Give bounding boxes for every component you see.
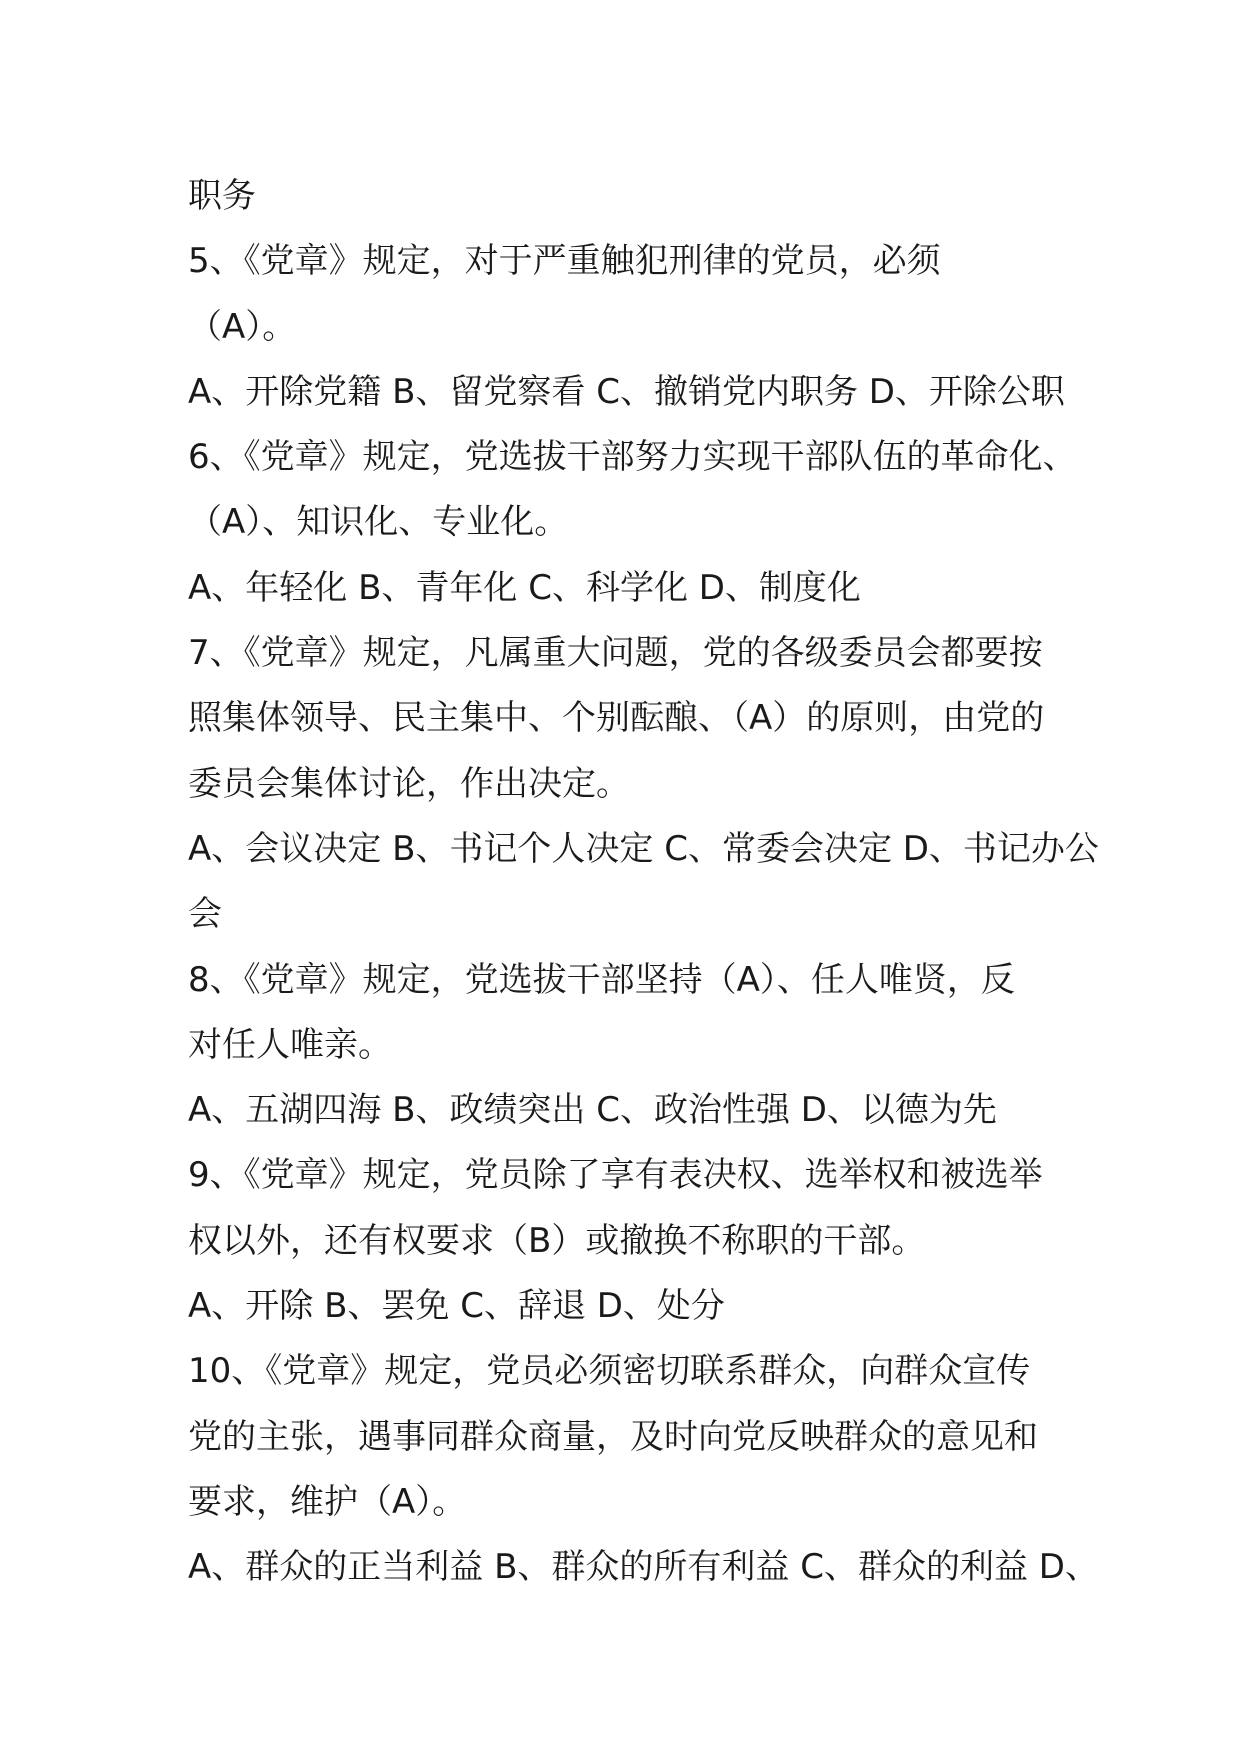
question-9-stem-cont: 权以外，还有权要求（B）或撤换不称职的干部。 bbox=[188, 1220, 926, 1261]
question-6-options: A、年轻化 B、青年化 C、科学化 D、制度化 bbox=[188, 567, 861, 608]
question-5-stem: 5、《党章》规定，对于严重触犯刑律的党员，必须 bbox=[188, 241, 941, 282]
question-6-stem-cont: （A）、知识化、专业化。 bbox=[188, 502, 569, 543]
question-8-stem-cont: 对任人唯亲。 bbox=[188, 1024, 392, 1065]
question-8-options: A、五湖四海 B、政绩突出 C、政治性强 D、以德为先 bbox=[188, 1090, 997, 1131]
question-6-stem: 6、《党章》规定，党选拔干部努力实现干部队伍的革命化、 bbox=[188, 437, 1077, 478]
question-9-stem: 9、《党章》规定，党员除了享有表决权、选举权和被选举 bbox=[188, 1155, 1043, 1196]
text-line: 职务 bbox=[188, 176, 256, 216]
question-5-stem-cont: （A）。 bbox=[188, 306, 297, 347]
question-7-options-cont: 会 bbox=[188, 894, 222, 935]
document-body bbox=[188, 164, 1099, 1601]
question-7-options: A、会议决定 B、书记个人决定 C、常委会决定 D、书记办公 bbox=[188, 828, 1099, 869]
question-7-stem-cont: 照集体领导、民主集中、个别酝酿、（A）的原则，由党的 bbox=[188, 698, 1045, 739]
question-7-stem: 7、《党章》规定，凡属重大问题，党的各级委员会都要按 bbox=[188, 633, 1043, 674]
question-10-stem-cont: 党的主张，遇事同群众商量，及时向党反映群众的意见和 bbox=[188, 1416, 1038, 1457]
question-8-stem: 8、《党章》规定，党选拔干部坚持（A）、任人唯贤，反 bbox=[188, 959, 1015, 1000]
question-7-stem-cont: 委员会集体讨论，作出决定。 bbox=[188, 763, 630, 804]
question-5-options: A、开除党籍 B、留党察看 C、撤销党内职务 D、开除公职 bbox=[188, 371, 1065, 412]
question-10-stem: 10、《党章》规定，党员必须密切联系群众，向群众宣传 bbox=[188, 1351, 1031, 1392]
question-10-options: A、群众的正当利益 B、群众的所有利益 C、群众的利益 D、 bbox=[188, 1547, 1099, 1588]
question-10-stem-cont: 要求，维护（A）。 bbox=[188, 1481, 467, 1522]
question-9-options: A、开除 B、罢免 C、辞退 D、处分 bbox=[188, 1286, 725, 1327]
